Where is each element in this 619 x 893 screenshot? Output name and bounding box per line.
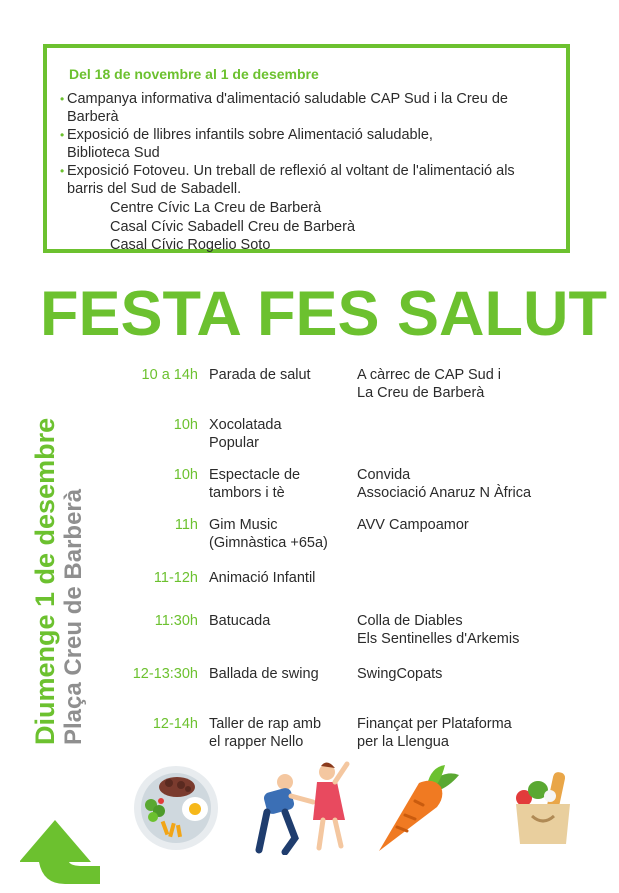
- page-title: FESTA FES SALUT: [40, 279, 607, 349]
- event-date: Diumenge 1 de desembre: [30, 417, 60, 745]
- schedule-activity: Ballada de swing: [209, 666, 319, 682]
- schedule-activity: Gim Music (Gimnàstica +65a): [209, 517, 328, 551]
- schedule-activity: Xocolatada Popular: [209, 417, 282, 451]
- schedule-activity: Animació Infantil: [209, 570, 316, 586]
- schedule-time: 12-14h: [152, 716, 198, 732]
- info-box: [43, 44, 570, 253]
- schedule-activity: Taller de rap amb el rapper Nello: [209, 716, 322, 750]
- schedule-organizer: Convida Associació Anaruz N Àfrica: [357, 467, 532, 501]
- venues-list: [110, 199, 355, 255]
- schedule-activity: Parada de salut: [209, 367, 311, 383]
- schedule-organizer: Colla de Diables Els Sentinelles d'Arkemis: [357, 613, 520, 647]
- list-item: • Exposició Fotoveu. Un treball de reflexió al voltant de l'alimentació als barris del Sud de Sabadell.: [60, 163, 515, 197]
- up-arrow-icon: [20, 759, 100, 893]
- venue: Centre Cívic La Creu de Barberà: [110, 200, 322, 216]
- date-place-block: [30, 418, 88, 745]
- list-item: • Campanya informativa d'alimentació saludable CAP Sud i la Creu de Barberà: [60, 91, 508, 125]
- info-box-list: [60, 90, 565, 198]
- schedule-organizer: Finançat per Plataforma per la Llengua: [357, 716, 512, 750]
- grocery-bag-icon: [510, 770, 576, 845]
- info-box-title: Del 18 de novembre al 1 de desembre: [69, 66, 319, 82]
- venue: Casal Cívic Sabadell Creu de Barberà: [110, 218, 356, 235]
- schedule-organizer: SwingCopats: [357, 666, 443, 682]
- bullet-icon: •: [60, 92, 65, 106]
- schedule-time: 10h: [173, 467, 198, 483]
- venue: Casal Cívic Rogelio Soto: [110, 237, 271, 253]
- carrot-icon: [375, 765, 465, 855]
- bullet-icon: •: [60, 128, 65, 142]
- schedule-time: 11:30h: [154, 613, 198, 629]
- food-plate-icon: [133, 765, 219, 851]
- schedule-organizer: A càrrec de CAP Sud i La Creu de Barberà: [357, 367, 502, 401]
- schedule-time: 10h: [173, 417, 198, 433]
- dancing-couple-icon: [255, 760, 365, 855]
- schedule-time: 11h: [174, 517, 198, 533]
- schedule-time: 12-13:30h: [132, 666, 198, 682]
- schedule-activity: Espectacle de tambors i tè: [209, 467, 301, 501]
- schedule-time: 11-12h: [153, 570, 198, 586]
- event-place: Plaça Creu de Barberà: [60, 488, 87, 745]
- bullet-icon: •: [60, 164, 65, 178]
- schedule-time: 10 a 14h: [141, 367, 198, 383]
- schedule-activity: Batucada: [209, 613, 271, 629]
- list-item: • Exposició de llibres infantils sobre Alimentació saludable, Biblioteca Sud: [60, 127, 433, 161]
- schedule-organizer: AVV Campoamor: [357, 517, 469, 533]
